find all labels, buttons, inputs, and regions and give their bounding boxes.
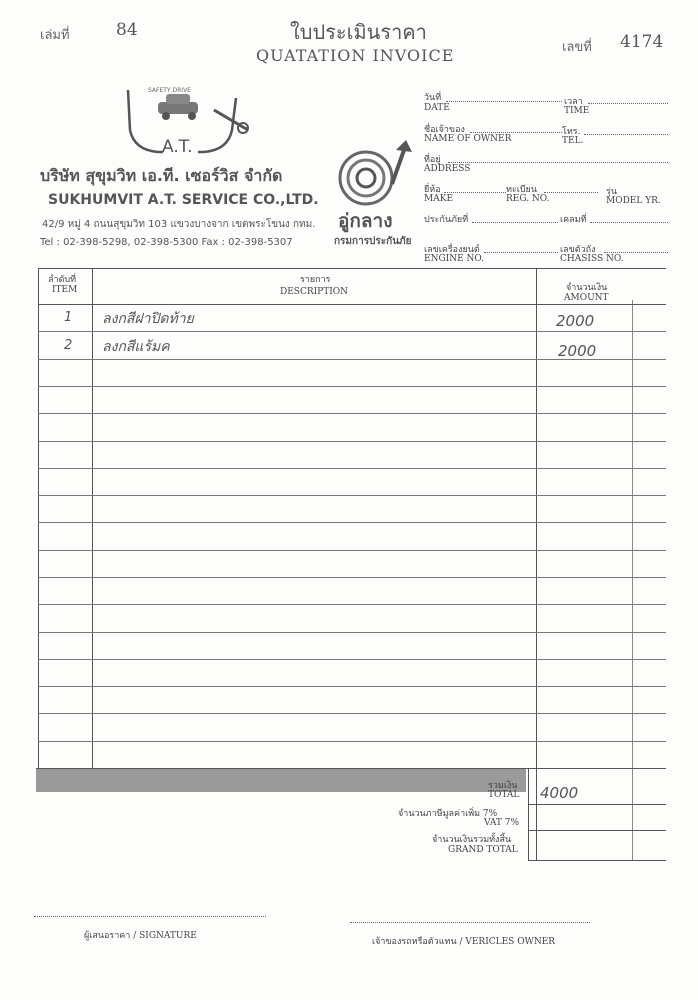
grand-total-bottom-border bbox=[528, 860, 666, 861]
totals-left-border bbox=[528, 768, 529, 860]
address-field bbox=[448, 162, 668, 163]
vat-row-border bbox=[528, 830, 666, 831]
col-desc-th: รายการ bbox=[300, 275, 331, 285]
item-col-divider bbox=[92, 268, 93, 768]
title-thai: ใบประเมินราคา bbox=[290, 20, 427, 44]
total-row-border bbox=[528, 804, 666, 805]
signature-line-left bbox=[34, 916, 266, 917]
table-row-line bbox=[38, 659, 666, 660]
claim-label-th: เคลมที่ bbox=[560, 215, 587, 225]
table-row-line bbox=[38, 441, 666, 442]
logo-arc-text: SAFETY DRIVE bbox=[148, 87, 191, 94]
table-row-line bbox=[38, 577, 666, 578]
table-row-line bbox=[38, 522, 666, 523]
col-item-th: ลำดับที่ bbox=[48, 275, 77, 285]
partner-logo bbox=[332, 136, 416, 206]
make-field bbox=[444, 192, 506, 193]
total-label-en: TOTAL bbox=[488, 790, 520, 800]
total-value: 4000 bbox=[540, 784, 579, 802]
time-field bbox=[588, 103, 668, 104]
table-row-line bbox=[38, 386, 666, 387]
insurer-label-th: ประกันภัยที่ bbox=[424, 215, 469, 225]
signature-label-right: เจ้าของรถหรือตัวแทน / VERICLES OWNER bbox=[372, 937, 556, 947]
reg-label-en: REG. NO. bbox=[506, 194, 550, 204]
table-row-line bbox=[38, 686, 666, 687]
owner-field bbox=[470, 132, 562, 133]
logo-text: A.T. bbox=[162, 137, 193, 157]
make-label-en: MAKE bbox=[424, 194, 454, 204]
signature-line-right bbox=[350, 922, 590, 923]
table-row-line bbox=[38, 550, 666, 551]
company-address: 42/9 หมู่ 4 ถนนสุขุมวิท 103 แขวงบางจาก เขตพระโขนง กทม. bbox=[42, 219, 316, 230]
table-left-border bbox=[38, 268, 39, 768]
company-phone: Tel : 02-398-5298, 02-398-5300 Fax : 02-398-5307 bbox=[40, 237, 293, 248]
table-row-line bbox=[38, 468, 666, 469]
date-field bbox=[446, 101, 562, 102]
col-item-en: ITEM bbox=[52, 285, 78, 295]
tel-label-en: TEL. bbox=[562, 136, 584, 146]
totals-top-border bbox=[36, 768, 666, 769]
date-label-en: DATE bbox=[424, 103, 450, 113]
model-label-en: MODEL YR. bbox=[606, 196, 661, 206]
title-english: QUATATION INVOICE bbox=[256, 46, 455, 65]
model-label-th: รุ่น bbox=[606, 187, 617, 197]
shaded-amount-text-box bbox=[36, 768, 526, 792]
number-label: เลขที่ bbox=[562, 40, 592, 55]
amount-col-divider bbox=[536, 268, 537, 860]
col-amount-th: จำนวนเงิน bbox=[566, 283, 608, 293]
grand-total-label-en: GRAND TOTAL bbox=[448, 845, 518, 855]
tel-field bbox=[584, 134, 668, 135]
book-number: 84 bbox=[116, 20, 138, 40]
make-label-th: ยี่ห้อ bbox=[424, 185, 441, 195]
invoice-number: 4174 bbox=[620, 32, 664, 52]
date-label-th: วันที่ bbox=[424, 93, 442, 103]
table-row-line bbox=[38, 713, 666, 714]
partner-name: อู่กลาง bbox=[338, 210, 393, 232]
tel-label-th: โทร. bbox=[562, 127, 581, 137]
table-top-border bbox=[38, 268, 666, 269]
company-name-english: SUKHUMVIT A.T. SERVICE CO.,LTD. bbox=[48, 192, 319, 208]
owner-label-th: ชื่อเจ้าของ bbox=[424, 125, 465, 135]
row-1-item: 1 bbox=[64, 310, 73, 325]
table-row-line bbox=[38, 604, 666, 605]
address-label-en: ADDRESS bbox=[424, 164, 471, 174]
chassis-label-en: CHASISS NO. bbox=[560, 254, 624, 264]
owner-label-en: NAME OF OWNER bbox=[424, 134, 512, 144]
table-row-line bbox=[38, 495, 666, 496]
total-label-th: รวมเงิน bbox=[488, 781, 518, 791]
row-2-item: 2 bbox=[64, 338, 73, 353]
grand-total-label-th: จำนวนเงินรวมทั้งสิ้น bbox=[432, 835, 512, 845]
table-row-line bbox=[38, 331, 666, 332]
table-row-line bbox=[38, 741, 666, 742]
insurer-field bbox=[472, 222, 558, 223]
row-1-description: ลงกสีฝาปิดท้าย bbox=[102, 311, 194, 327]
signature-label-left: ผู้เสนอราคา / SIGNATURE bbox=[84, 931, 197, 941]
table-row-line bbox=[38, 413, 666, 414]
partner-subtitle: กรมการประกันภัย bbox=[334, 236, 412, 247]
engine-label-en: ENGINE NO. bbox=[424, 254, 485, 264]
reg-field bbox=[544, 192, 598, 193]
row-2-amount: 2000 bbox=[558, 342, 597, 360]
book-label: เล่มที่ bbox=[40, 28, 70, 43]
engine-label-th: เลขเครื่องยนต์ bbox=[424, 245, 480, 255]
time-label-th: เวลา bbox=[564, 97, 583, 107]
time-label-en: TIME bbox=[564, 106, 590, 116]
address-label-th: ที่อยู่ bbox=[424, 155, 441, 165]
vat-label-th: จำนวนภาษีมูลค่าเพิ่ม 7% bbox=[398, 809, 498, 819]
row-2-description: ลงกสีแร้มค bbox=[102, 339, 170, 355]
chassis-field bbox=[604, 252, 668, 253]
engine-field bbox=[484, 252, 558, 253]
col-desc-en: DESCRIPTION bbox=[280, 287, 349, 297]
header-bottom-border bbox=[38, 304, 666, 305]
company-logo bbox=[118, 80, 258, 160]
col-amount-en: AMOUNT bbox=[564, 293, 609, 303]
vat-label-en: VAT 7% bbox=[484, 818, 520, 828]
chassis-label-th: เลขตัวถัง bbox=[560, 245, 596, 255]
row-1-amount: 2000 bbox=[556, 312, 595, 330]
company-name-thai: บริษัท สุขุมวิท เอ.ที. เซอร์วิส จำกัด bbox=[40, 166, 283, 185]
table-row-line bbox=[38, 632, 666, 633]
satang-col-divider bbox=[632, 300, 633, 860]
claim-field bbox=[590, 222, 668, 223]
reg-label-th: ทะเบียน bbox=[506, 185, 537, 195]
